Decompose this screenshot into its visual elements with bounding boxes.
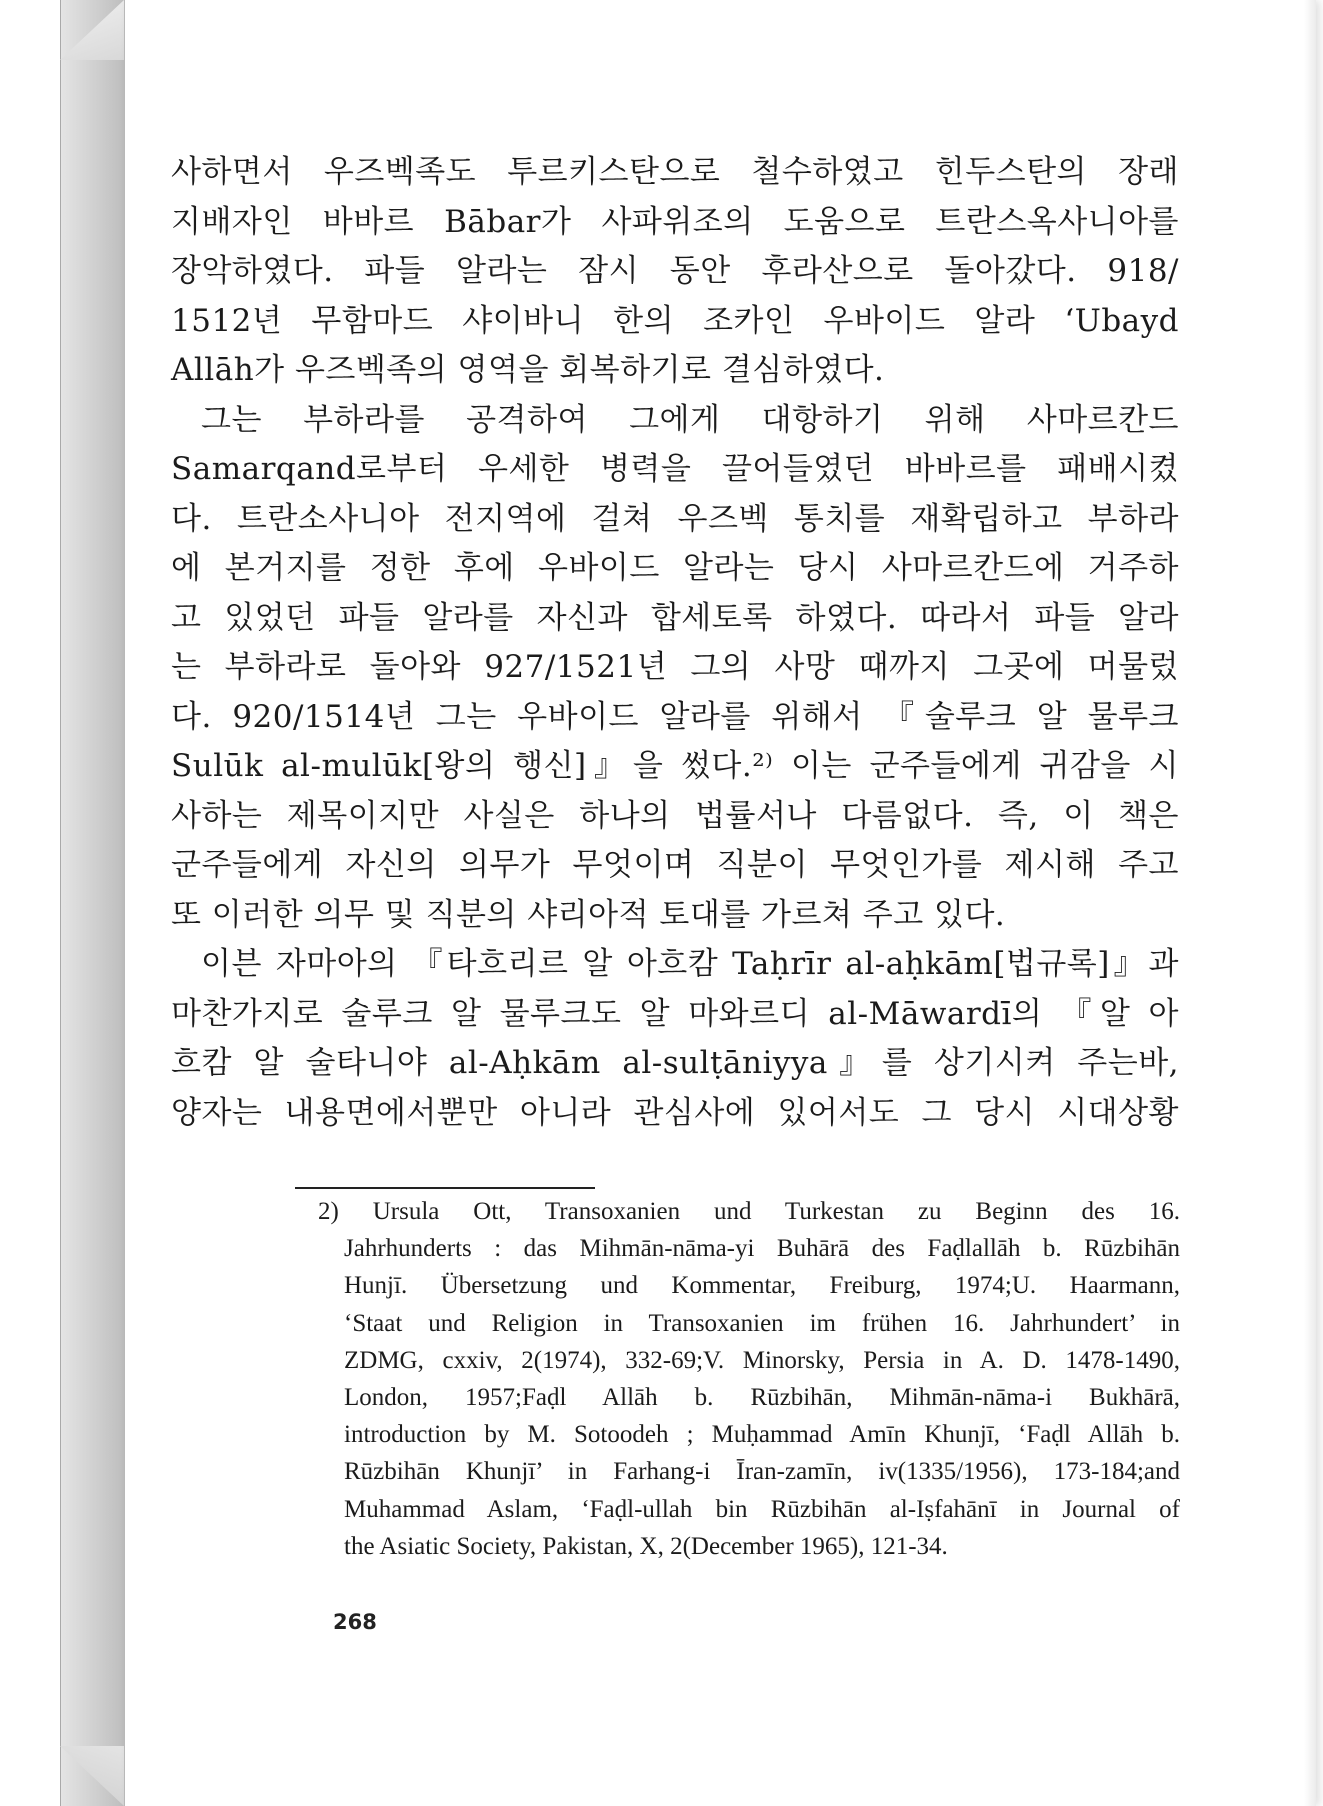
footnote-line: Jahrhunderts : das Mihmān-nāma-yi Buhārā des Faḍlallāh b. Rūzbihān <box>344 1235 1180 1263</box>
body-line: Allāh가 우즈벡족의 영역을 회복하기로 결심하였다. <box>171 352 885 388</box>
body-line: 다. 920/1514년 그는 우바이드 알라를 위해서 『술루크 알 물루크 <box>171 698 1179 735</box>
body-line: 고 있었던 파들 알라를 자신과 합세토록 하였다. 따라서 파들 알라 <box>171 599 1179 636</box>
footnote-line: introduction by M. Sotoodeh ; Muḥammad Amīn Khunjī, ‘Faḍl Allāh b. <box>344 1421 1180 1449</box>
body-line: 또 이러한 의무 및 직분의 샤리아적 토대를 가르쳐 주고 있다. <box>171 896 1006 933</box>
footnote-line: the Asiatic Society, Pakistan, X, 2(December 1965), 121-34. <box>344 1532 948 1560</box>
page-number: 268 <box>333 1610 377 1634</box>
footnote-line: ZDMG, cxxiv, 2(1974), 332-69;V. Minorsky, Persia in A. D. 1478-1490, <box>344 1346 1180 1374</box>
body-line: Samarqand로부터 우세한 병력을 끌어들였던 바바르를 패배시켰 <box>171 451 1179 487</box>
body-line: 는 부하라로 돌아와 927/1521년 그의 사망 때까지 그곳에 머물렀 <box>171 649 1179 685</box>
book-spine-edge <box>60 0 125 1806</box>
footnotes <box>318 1193 1180 1565</box>
page-shadow <box>1304 0 1316 1806</box>
body-line: 사하는 제목이지만 사실은 하나의 법률서나 다름없다. 즉, 이 책은 <box>171 797 1179 834</box>
body-text <box>171 148 1179 1138</box>
body-line: 에 본거지를 정한 후에 우바이드 알라는 당시 사마르칸드에 거주하 <box>171 550 1179 586</box>
footnote-line: ‘Staat und Religion in Transoxanien im frühen 16. Jahrhundert’ in <box>344 1309 1180 1337</box>
body-line: 사하면서 우즈벡족도 투르키스탄으로 철수하였고 힌두스탄의 장래 <box>171 154 1179 190</box>
body-line: 양자는 내용면에서뿐만 아니라 관심사에 있어서도 그 당시 시대상황 <box>171 1094 1179 1131</box>
body-line: 1512년 무함마드 샤이바니 한의 조카인 우바이드 알라 ‘Ubayd <box>171 302 1179 339</box>
footnote-line: London, 1957;Faḍl Allāh b. Rūzbihān, Mihmān-nāma-i Bukhārā, <box>344 1383 1180 1411</box>
body-line: 이븐 자마아의 『타흐리르 알 아흐캄 Taḥrīr al-aḥkām[법규록]』과 <box>201 946 1179 982</box>
body-line: 지배자인 바바르 Bābar가 사파위조의 도움으로 트란스옥사니아를 <box>171 203 1179 240</box>
footnote-line: Rūzbihān Khunjī’ in Farhang-i Īran-zamīn, iv(1335/1956), 173-184;and <box>344 1458 1180 1486</box>
body-line: 마찬가지로 술루크 알 물루크도 알 마와르디 al-Māwardī의 『알 아 <box>171 995 1179 1032</box>
body-line: 장악하였다. 파들 알라는 잠시 동안 후라산으로 돌아갔다. 918/ <box>171 253 1179 289</box>
body-line: Sulūk al-mulūk[왕의 행신]』을 썼다.²⁾ 이는 군주들에게 귀감을 시 <box>171 748 1179 784</box>
footnote-line: Hunjī. Übersetzung und Kommentar, Freiburg, 1974;U. Haarmann, <box>344 1272 1180 1300</box>
body-line: 그는 부하라를 공격하여 그에게 대항하기 위해 사마르칸드 <box>201 401 1179 438</box>
footnote-line: 2) Ursula Ott, Transoxanien und Turkestan zu Beginn des 16. <box>318 1198 1180 1225</box>
body-line: 군주들에게 자신의 의무가 무엇이며 직분이 무엇인가를 제시해 주고 <box>171 847 1179 883</box>
body-line: 다. 트란소사니아 전지역에 걸쳐 우즈벡 통치를 재확립하고 부하라 <box>171 500 1179 537</box>
footnote-rule <box>295 1187 595 1189</box>
footnote-line: Muhammad Aslam, ‘Faḍl-ullah bin Rūzbihān al-Iṣfahānī in Journal of <box>344 1495 1180 1523</box>
body-line: 흐캄 알 술타니야 al-Aḥkām al-sulṭāniyya』를 상기시켜 주는바, <box>171 1045 1179 1081</box>
